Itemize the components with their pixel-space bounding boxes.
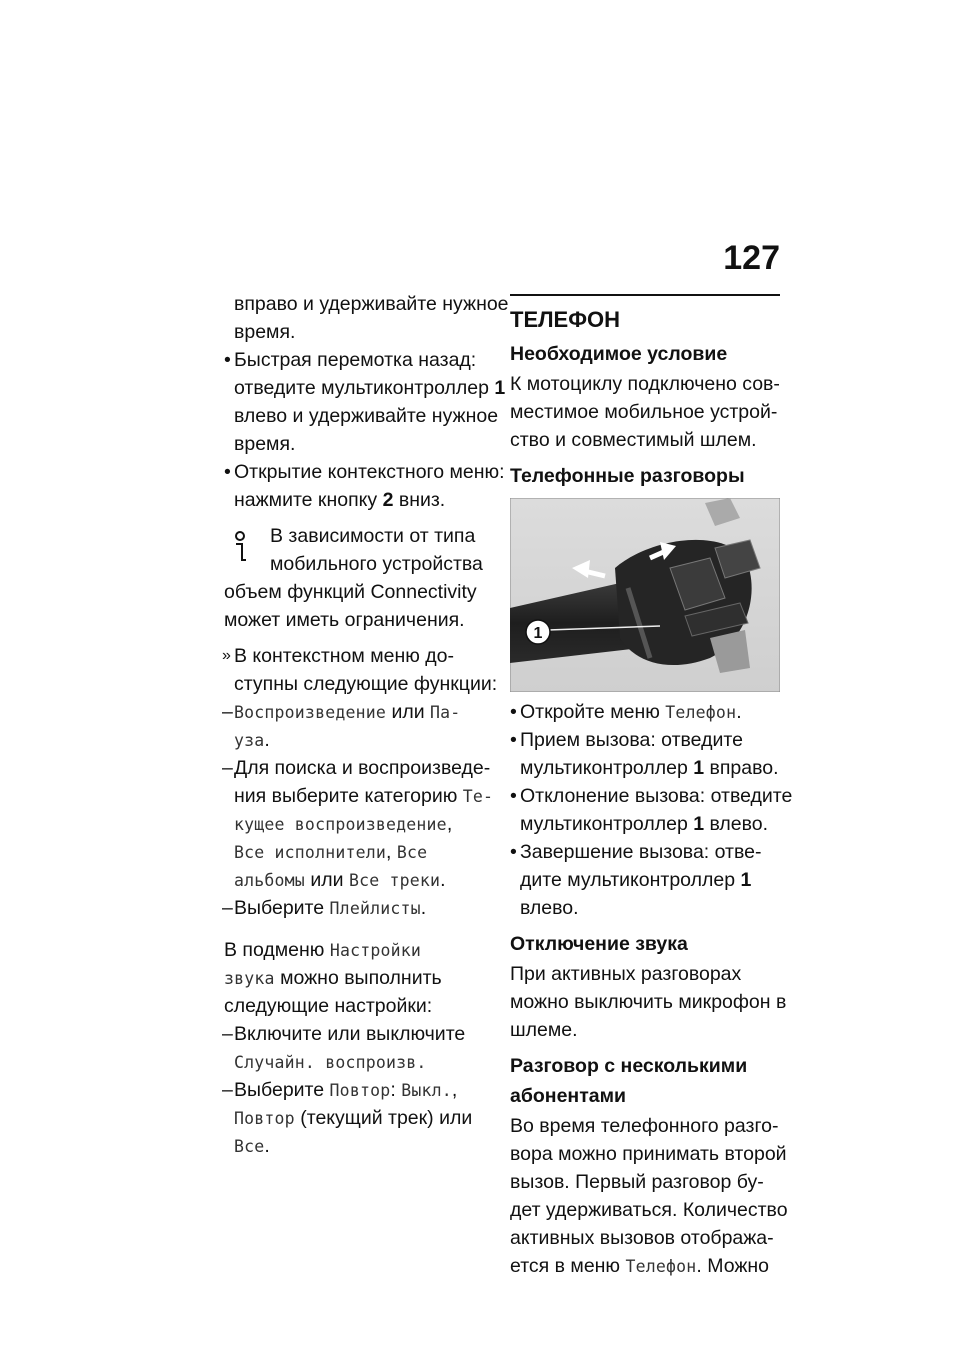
- left-column: вправо и удерживайте нужное время. • Быстрая перемотка назад: отведите мультиконтроллер 1 влево и удерживайте нужное время. • Открытие контекстного меню: нажмите кнопку 2 вниз. В зависимости от типа мобильного устройства объем функций Connectivity может иметь ограничения. » В контекстном меню до- ступны следующие функции: – Воспроизведение или Па- уза. – Для поиска и воспроизведе- ния выберите категорию Те- кущее воспроизведение, Все исполнители, Все альбомы или Все треки. – Выберите Плейлисты. В подменю Настройки звука можно выполнить следующие настройки: – Включите или выключите Случайн. воспроизв. – Выберите Повтор: Выкл., Повтор (текущий трек) или Все.: [224, 290, 492, 1160]
- section-title: ТЕЛЕФОН: [510, 294, 780, 336]
- bullet-end-call: • Завершение вызова: отве-: [510, 838, 780, 866]
- calls-heading: Телефонные разговоры: [510, 465, 745, 487]
- page-number: 127: [723, 239, 780, 277]
- intro-line-1: вправо и удерживайте нужное: [234, 293, 509, 315]
- dash-shuffle: – Включите или выключите: [224, 1020, 492, 1048]
- bullet-open-menu: • Откройте меню Телефон.: [510, 698, 780, 726]
- bullet-accept-call: • Прием вызова: отведите: [510, 726, 780, 754]
- multi-call-heading: Разговор с несколькими: [510, 1055, 748, 1077]
- right-column: ТЕЛЕФОН Необходимое условие К мотоциклу подключено сов- местимое мобильное устрой- ство и совместимый шлем. Телефонные разговоры 1 • Откройте меню Телефон. • Прием вызова: отведите мультиконтроллер 1 вправо. • Отклонение вызова: отведите мультиконтроллер 1 влево. • Завершение вызова: отве- дите мультиконтроллер 1 влево. Отключение звука При активных разговорах можно выключить микрофон в шлеме. Разговор с несколькими абонентами Во время телефонного разго- вора можно принимать второй вызов. Первый разговор бу- дет удерживаться. Количество активных вызовов отобража- ется в меню Телефон. Можно: [510, 290, 780, 1280]
- intro-line-2: время.: [234, 321, 296, 343]
- bullet-rewind: • Быстрая перемотка назад:: [224, 346, 492, 374]
- handlebar-controller-image: [510, 498, 780, 692]
- bullet-context-menu: • Открытие контекстного меню:: [224, 458, 492, 486]
- step-context-menu: » В контекстном меню до-: [224, 642, 492, 670]
- mute-heading: Отключение звука: [510, 933, 688, 955]
- dash-search: – Для поиска и воспроизведе-: [224, 754, 492, 782]
- callout-ref: 1: [494, 377, 506, 399]
- requirement-heading: Необходимое условие: [510, 343, 728, 365]
- dash-repeat: – Выберите Повтор: Выкл.,: [224, 1076, 492, 1104]
- info-note: В зависимости от типа: [224, 522, 492, 550]
- dash-play-pause: – Воспроизведение или Па-: [224, 698, 492, 726]
- dash-playlists: – Выберите Плейлисты.: [224, 894, 492, 922]
- submenu-sound: В подменю Настройки: [224, 939, 422, 961]
- figure-callout-1: 1: [533, 625, 543, 642]
- callout-ref: 2: [382, 489, 394, 511]
- bullet-reject-call: • Отклонение вызова: отведите: [510, 782, 780, 810]
